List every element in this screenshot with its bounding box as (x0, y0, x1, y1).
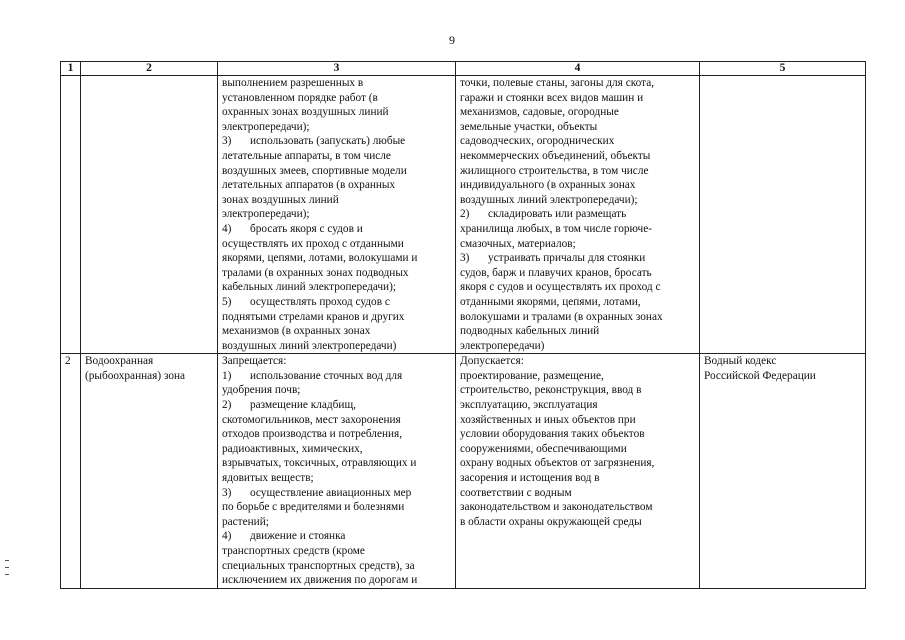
text-line: летательных аппаратов (в охранных (222, 179, 396, 192)
text-line: воздушных линий электропередачи) (222, 339, 397, 352)
text-line: удобрения почв; (222, 384, 301, 397)
item-number: 3) (460, 252, 470, 265)
restrictions-cell (218, 354, 456, 589)
text-line: отходов производства и потребления, (222, 428, 403, 441)
text-line: ядовитых веществ; (222, 472, 314, 485)
legal-basis-cell (700, 354, 866, 589)
column-header: 5 (700, 62, 866, 76)
text-line: воздушных змеев, спортивные модели (222, 164, 407, 177)
text-line: воздушных линий электропередачи); (460, 193, 638, 206)
text-line: проектирование, размещение, (460, 369, 604, 382)
text-line: летательные аппараты, в том числе (222, 149, 391, 162)
text-line (222, 369, 451, 384)
text-line: строительство, реконструкция, ввод в (460, 384, 642, 397)
row-number-cell (61, 76, 81, 354)
text-line: кабельных линий электропередачи); (222, 281, 397, 294)
item-text: устраивать причалы для стоянки (488, 252, 646, 265)
zone-name-cell (81, 354, 218, 589)
text-line: выполнением разрешенных в (222, 77, 364, 89)
text-line: исключением их движения по дорогам и (222, 574, 418, 587)
column-header: 2 (81, 62, 218, 76)
item-number: 5) (222, 295, 232, 308)
text-line: по борьбе с вредителями и болезнями (222, 501, 405, 514)
text-line: тралами (в охранных зонах подводных (222, 266, 409, 279)
text-line: охранных зонах воздушных линий (222, 106, 389, 119)
item-text: осуществлять проход судов с (250, 295, 390, 308)
text-line: якорями, цепями, лотами, волокушами и (222, 252, 418, 265)
item-text: бросать якоря с судов и (250, 222, 363, 235)
row-number-cell: 2 (61, 354, 81, 589)
column-header: 3 (218, 62, 456, 76)
text-line: гаражи и стоянки всех видов машин и (460, 91, 644, 104)
text-line (222, 486, 451, 501)
restrictions-cell (218, 76, 456, 354)
text-line: Допускается: (460, 355, 524, 368)
text-line: растений; (222, 515, 269, 528)
text-line: Водный кодекс (704, 355, 777, 368)
regulation-table (60, 61, 866, 589)
text-line: охрану водных объектов от загрязнения, (460, 457, 655, 470)
text-line: сооружениями, обеспечивающими (460, 442, 627, 455)
text-line: механизмов, садовые, огородные (460, 106, 619, 119)
text-line: законодательством и законодательством (460, 501, 653, 514)
item-number: 4) (222, 530, 232, 543)
text-line: отданными якорями, цепями, лотами, (460, 295, 641, 308)
text-line: транспортных средств (кроме (222, 545, 365, 557)
text-line: засорения и истощения вод в (460, 472, 600, 485)
text-line: условии оборудования таких объектов (460, 428, 645, 441)
text-line: земельные участки, объекты (460, 120, 598, 133)
column-header: 4 (456, 62, 700, 76)
item-number: 2) (460, 208, 470, 221)
item-number: 2) (222, 399, 232, 412)
margin-mark (5, 560, 9, 561)
text-line: скотомогильников, мест захоронения (222, 413, 401, 426)
text-line: взрывчатых, токсичных, отравляющих и (222, 457, 417, 470)
table-header-row (61, 62, 866, 76)
item-number: 1) (222, 369, 232, 382)
text-line: поднятыми стрелами кранов и других (222, 310, 405, 323)
text-line: электропередачи); (222, 208, 310, 221)
text-line: Запрещается: (222, 355, 287, 368)
text-line: волокушами и тралами (в охранных зонах (460, 310, 663, 323)
text-line: точки, полевые станы, загоны для скота, (460, 77, 655, 89)
text-line (222, 529, 451, 544)
item-text: использование сточных вод для (250, 369, 403, 382)
text-line: (рыбоохранная) зона (85, 369, 186, 382)
table-row (61, 354, 866, 589)
text-line: судов, барж и плавучих кранов, бросать (460, 266, 652, 279)
item-text: размещение кладбищ, (250, 399, 356, 412)
column-header: 1 (61, 62, 81, 76)
text-line: садоводческих, огороднических (460, 135, 615, 148)
text-line: осуществлять их проход с отданными (222, 237, 404, 250)
permissions-cell (456, 76, 700, 354)
text-line (460, 207, 695, 222)
text-line: специальных транспортных средств), за (222, 559, 415, 572)
text-line: смазочных, материалов; (460, 237, 576, 250)
text-line (222, 295, 451, 310)
text-line: Водоохранная (85, 355, 154, 368)
text-line (460, 251, 695, 266)
text-line (222, 398, 451, 413)
text-line: индивидуального (в охранных зонах (460, 179, 636, 192)
text-line: подводных кабельных линий (460, 325, 600, 338)
item-text: складировать или размещать (488, 208, 627, 221)
text-line: электропередачи) (460, 339, 545, 352)
table-row (61, 76, 866, 354)
item-number: 3) (222, 135, 232, 148)
text-line: хранилища любых, в том числе горюче- (460, 222, 653, 235)
zone-name-cell (81, 76, 218, 354)
text-line: установленном порядке работ (в (222, 91, 378, 104)
item-text: движение и стоянка (250, 530, 346, 543)
margin-mark (5, 567, 9, 568)
permissions-cell (456, 354, 700, 589)
text-line: жилищного строительства, в том числе (460, 164, 649, 177)
text-line (222, 222, 451, 237)
text-line: механизмов (в охранных зонах (222, 325, 371, 338)
margin-mark (5, 574, 9, 575)
text-line (222, 134, 451, 149)
text-line: зонах воздушных линий (222, 193, 339, 206)
legal-basis-cell (700, 76, 866, 354)
text-line: якоря с судов и осуществлять их проход с (460, 281, 661, 294)
text-line: эксплуатацию, эксплуатация (460, 399, 598, 412)
item-text: использовать (запускать) любые (250, 135, 406, 148)
text-line: электропередачи); (222, 120, 310, 133)
text-line: некоммерческих объединений, объекты (460, 149, 651, 162)
item-number: 4) (222, 222, 232, 235)
text-line: радиоактивных, химических, (222, 442, 363, 455)
text-line: в области охраны окружающей среды (460, 515, 642, 528)
item-number: 3) (222, 486, 232, 499)
item-text: осуществление авиационных мер (250, 486, 412, 499)
page-number: 9 (449, 33, 455, 47)
text-line: хозяйственных и иных объектов при (460, 413, 636, 426)
text-line: соответствии с водным (460, 486, 572, 499)
text-line: Российской Федерации (704, 369, 816, 382)
